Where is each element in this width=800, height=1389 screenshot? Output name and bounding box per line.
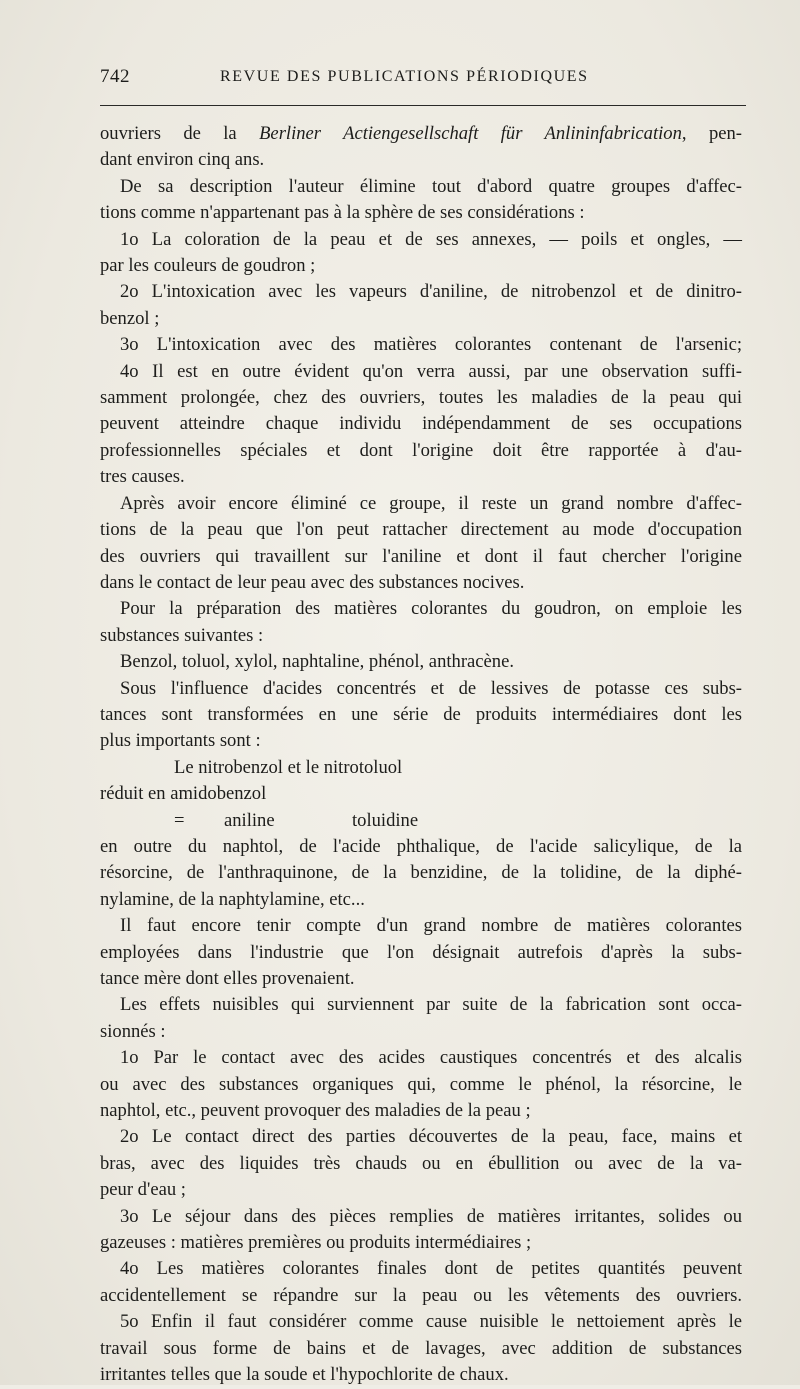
list-item-line: 3o L'intoxication avec des matières colorantes contenant de l'arsenic; [120,334,742,356]
text-line: substances suivantes : [100,624,264,646]
body-text [100,121,742,1389]
text-line: sionnés : [100,1020,166,1042]
text-line: ouvriers de la Berliner Actiengesellschaft für Anlininfabrication, pen- [100,123,742,144]
text-line: bras, avec des liquides très chauds ou en ébullition ou avec de la va- [100,1152,742,1174]
text-line: résorcine, de l'anthraquinone, de la benzidine, de la tolidine, de la diphé- [100,862,742,884]
list-item-line: 4o Il est en outre évident qu'on verra aussi, par une observation suffi- [120,360,742,382]
text-line: tances sont transformées en une série de produits intermédiaires dont les [100,703,742,725]
text-line: par les couleurs de goudron ; [100,255,316,277]
text-line: tres causes. [100,466,185,488]
text-line: tance mère dont elles provenaient. [100,968,355,989]
formula-line: réduit en amidobenzol [100,783,267,805]
header-rule [100,105,746,106]
text-line: peuvent atteindre chaque individu indépendamment de ses occupations [100,413,742,435]
list-item-line: 1o La coloration de la peau et de ses annexes, — poils et ongles, — [120,228,742,250]
list-item-line: 2o Le contact direct des parties découvertes de la peau, face, mains et [120,1126,742,1148]
text-line: travail sous forme de bains et de lavages, avec addition de substances [100,1337,742,1359]
text-line: nylamine, de la naphtylamine, etc... [100,888,365,910]
formula-term: aniline [224,809,275,831]
text-line: peur d'eau ; [100,1179,186,1201]
page-number: 742 [100,66,130,87]
text-line: gazeuses : matières premières ou produits intermédiaires ; [100,1232,532,1254]
equals-sign: = [174,809,185,831]
list-item-line: 5o Enfin il faut considérer comme cause nuisible le nettoiement après le [120,1311,742,1333]
list-item-line: 2o L'intoxication avec les vapeurs d'aniline, de nitrobenzol et de dinitro- [120,281,742,303]
text-line: Sous l'influence d'acides concentrés et de lessives de potasse ces subs- [120,677,742,699]
formula-line: Le nitrobenzol et le nitrotoluol [174,756,403,778]
formula-line [100,808,742,834]
list-item-line: 1o Par le contact avec des acides caustiques concentrés et des alcalis [120,1047,742,1069]
text-line: Il faut encore tenir compte d'un grand nombre de matières colorantes [120,915,742,937]
formula-term: toluidine [352,809,419,831]
page-header [100,66,746,92]
text-line: dans le contact de leur peau avec des substances nocives. [100,571,525,593]
text-line: Benzol, toluol, xylol, naphtaline, phénol, anthracène. [120,651,514,673]
text-line: De sa description l'auteur élimine tout d'abord quatre groupes d'affec- [120,175,742,197]
text-line: Pour la préparation des matières colorantes du goudron, on emploie les [120,598,742,620]
text-line: tions comme n'appartenant pas à la sphère de ses considérations : [100,202,585,224]
running-title: REVUE DES PUBLICATIONS PÉRIODIQUES [220,68,589,85]
text-line: employées dans l'industrie que l'on désignait autrefois d'après la subs- [100,941,742,963]
text-line: Après avoir encore éliminé ce groupe, il reste un grand nombre d'affec- [120,492,742,514]
text-line: en outre du naphtol, de l'acide phthalique, de l'acide salicylique, de la [100,835,742,857]
text-line: irritantes telles que la soude et l'hypochlorite de chaux. [100,1364,509,1386]
list-item-line: 3o Le séjour dans des pièces remplies de matières irritantes, solides ou [120,1205,742,1227]
text-line: accidentellement se répandre sur la peau ou les vêtements des ouvriers. [100,1284,742,1306]
company-name: Berliner Actiengesellschaft für Anlininfabrication [259,123,682,144]
text-line: Les effets nuisibles qui surviennent par suite de la fabrication sont occa- [120,994,742,1016]
text-line: samment prolongée, chez des ouvriers, toutes les maladies de la peau qui [100,387,742,409]
text-line: des ouvriers qui travaillent sur l'aniline et dont il faut chercher l'origine [100,545,742,567]
text-line: professionnelles spéciales et dont l'origine doit être rapportée à d'au- [100,439,742,461]
text-line: benzol ; [100,307,160,329]
list-item-line: 4o Les matières colorantes finales dont de petites quantités peuvent [120,1258,742,1280]
text-line: naphtol, etc., peuvent provoquer des maladies de la peau ; [100,1100,531,1122]
text-line: dant environ cinq ans. [100,149,265,171]
text-line: tions de la peau que l'on peut rattacher directement au mode d'occupation [100,519,742,541]
text-line: ou avec des substances organiques qui, comme le phénol, la résorcine, le [100,1073,742,1095]
text-line: plus importants sont : [100,730,261,752]
